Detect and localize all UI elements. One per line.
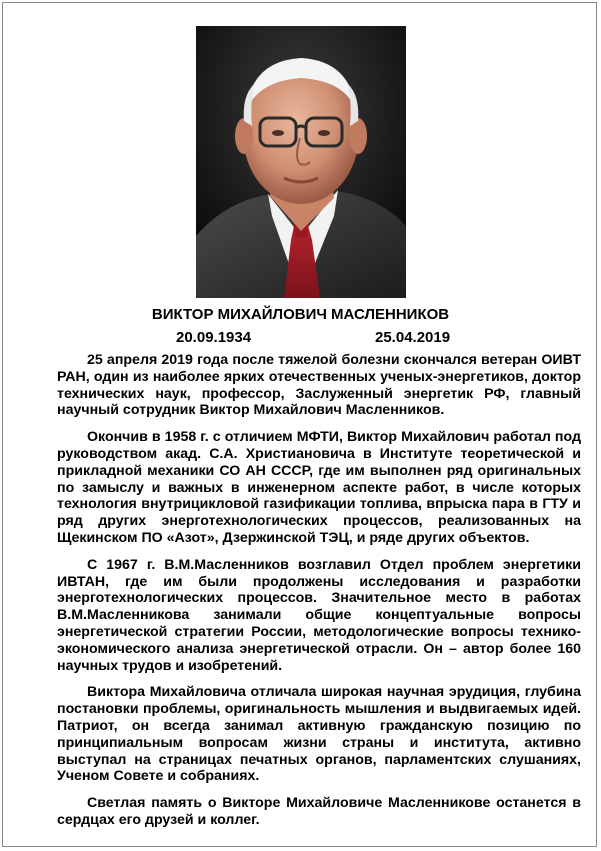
paragraph: Виктора Михайловича отличала широкая научная эрудиция, глубина постановки проблемы, оригинальность мышления и выдвигаемых идей. Патриот, он всегда занимал активную гражданскую позицию по принципиальным вопросам жизни страны и института, активно выступал на страницах печатных органов, парламентских слушаниях, Ученом Совете и собраниях. <box>57 684 581 785</box>
paragraph: Окончив в 1958 г. с отличием МФТИ, Виктор Михайлович работал под руководством акад. С.А. Христиановича в Институте теоретической и прикладной механики СО АН СССР, где им выполнен ряд оригинальных по замыслу и важных в инженерном аспекте работ, в числе которых технология внутрицикловой газификации топлива, впрыска пара в ГТУ и ряд других энерготехнологических процессов, реализованных на Щекинском ПО «Азот», Дзержинской ТЭЦ, и ряде других объектов. <box>57 429 581 546</box>
death-date: 25.04.2019 <box>375 329 451 346</box>
paragraph: Светлая память о Викторе Михайловиче Масленникове останется в сердцах его друзей и коллег. <box>57 795 581 828</box>
obituary-text <box>57 352 581 839</box>
portrait-illustration <box>196 26 406 298</box>
person-name: ВИКТОР МИХАЙЛОВИЧ МАСЛЕННИКОВ <box>151 306 450 323</box>
paragraph: 25 апреля 2019 года после тяжелой болезни скончался ветеран ОИВТ РАН, один из наиболее ярких отечественных ученых-энергетиков, доктор технических наук, профессор, Заслуженный энергетик РФ, главный научный сотрудник Виктор Михайлович Масленников. <box>57 352 581 419</box>
paragraph: С 1967 г. В.М.Масленников возглавил Отдел проблем энергетики ИВТАН, где им были продолжены исследования и разработки энерготехнологических процессов. Значительное место в работах В.М.Масленникова занимали общие концептуальные вопросы энергетической стратегии России, методологические вопросы технико-экономического анализа энергетической отрасли. Он – автор более 160 научных трудов и изобретений. <box>57 556 581 674</box>
portrait-photo <box>196 26 406 298</box>
birth-date: 20.09.1934 <box>176 329 252 346</box>
